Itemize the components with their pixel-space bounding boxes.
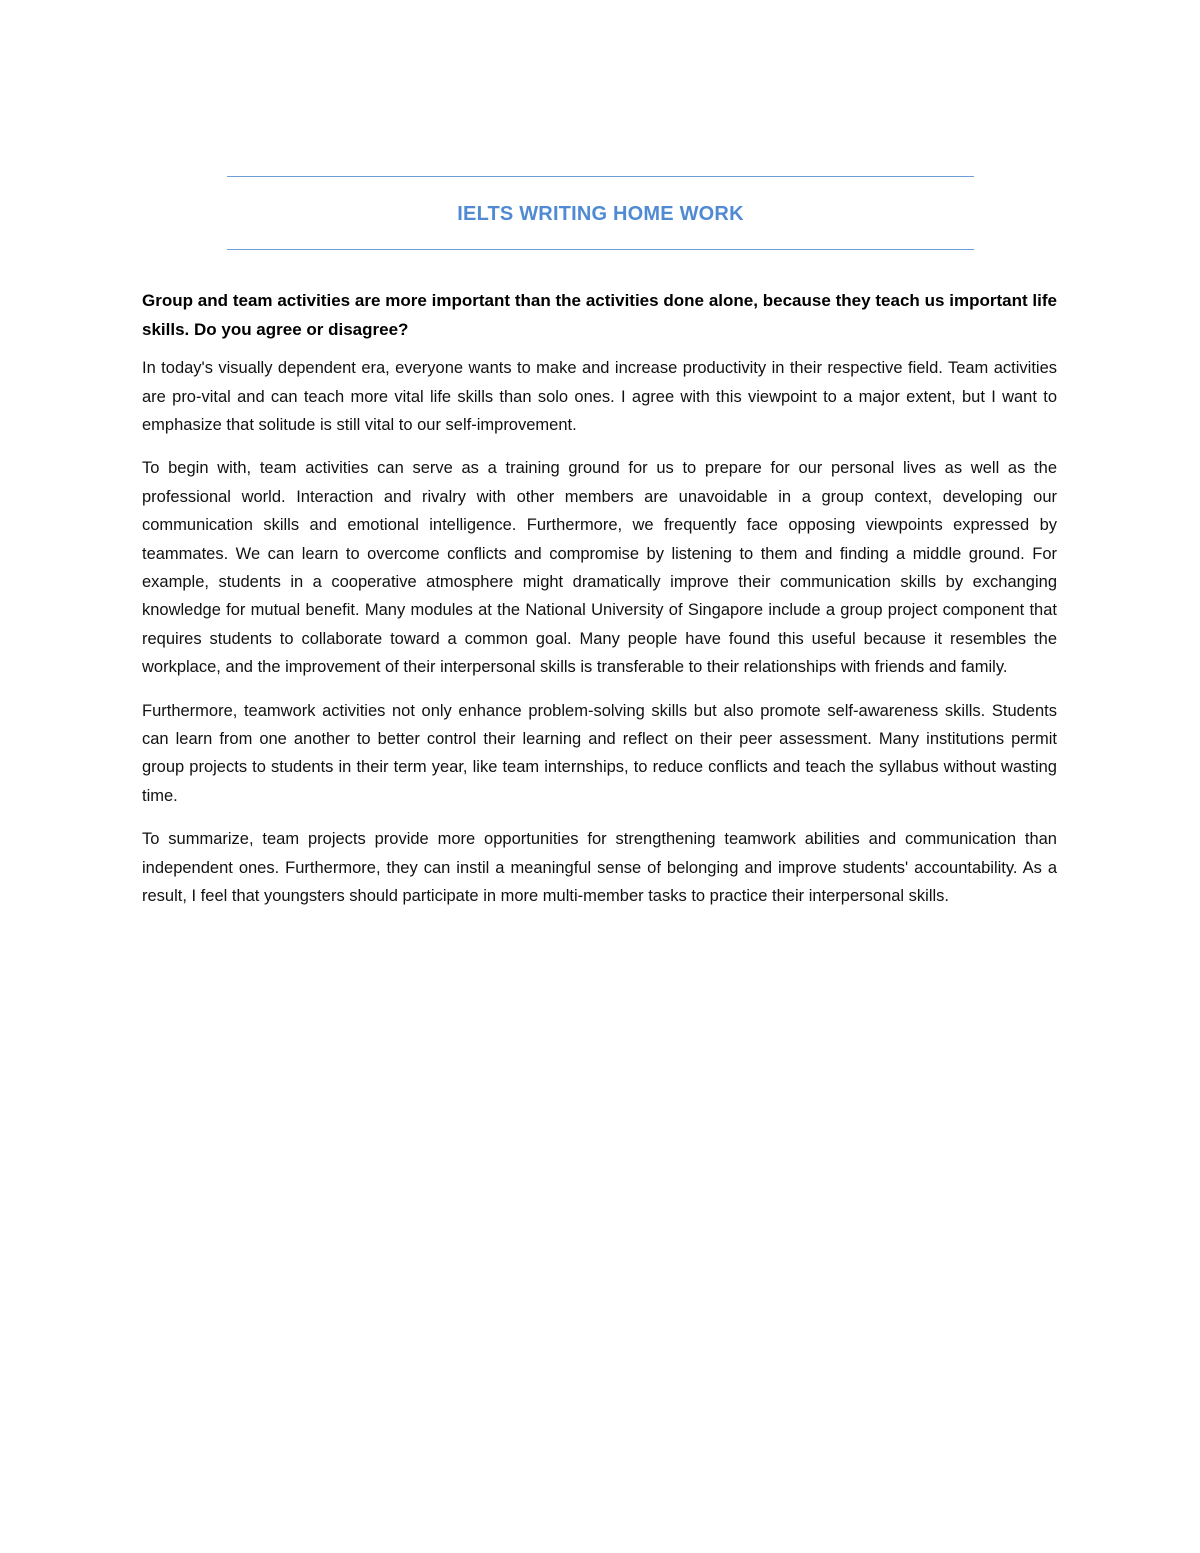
essay-paragraph-body-1: To begin with, team activities can serve as a training ground for us to prepare for our personal lives as well as the professional world. Interaction and rivalry with other members are unavoidable in a group context, developing our communication skills and emotional intelligence. Furthermore, we frequently face opposing viewpoints expressed by teammates. We can learn to overcome conflicts and compromise by listening to them and finding a middle ground. For example, students in a cooperative atmosphere might dramatically improve their communication skills by exchanging knowledge for mutual benefit. Many modules at the National University of Singapore include a group project component that requires students to collaborate toward a common goal. Many people have found this useful because it resembles the workplace, and the improvement of their interpersonal skills is transferable to their relationships with friends and family. [142, 459, 1057, 677]
essay-body [142, 287, 1057, 926]
title-rule-bottom [227, 249, 974, 250]
title-block [227, 176, 974, 250]
essay-paragraph-introduction: In today's visually dependent era, everyone wants to make and increase productivity in their respective field. Team activities are pro-vital and can teach more vital life skills than solo ones. I agree with this viewpoint to a major extent, but I want to emphasize that solitude is still vital to our self-improvement. [142, 359, 1057, 434]
essay-paragraph-conclusion: To summarize, team projects provide more opportunities for strengthening teamwork abilities and communication than independent ones. Furthermore, they can instil a meaningful sense of belonging and improve students' accountability. As a result, I feel that youngsters should participate in more multi-member tasks to practice their interpersonal skills. [142, 830, 1057, 906]
title-rule-top [227, 176, 974, 177]
document-title: IELTS WRITING HOME WORK [457, 203, 744, 225]
essay-question: Group and team activities are more important than the activities done alone, because they teach us important life skills. Do you agree or disagree? [142, 291, 1057, 339]
essay-paragraph-body-2: Furthermore, teamwork activities not only enhance problem-solving skills but also promote self-awareness skills. Students can learn from one another to better control their learning and reflect on their peer assessment. Many institutions permit group projects to students in their term year, like team internships, to reduce conflicts and teach the syllabus without wasting time. [142, 701, 1057, 805]
